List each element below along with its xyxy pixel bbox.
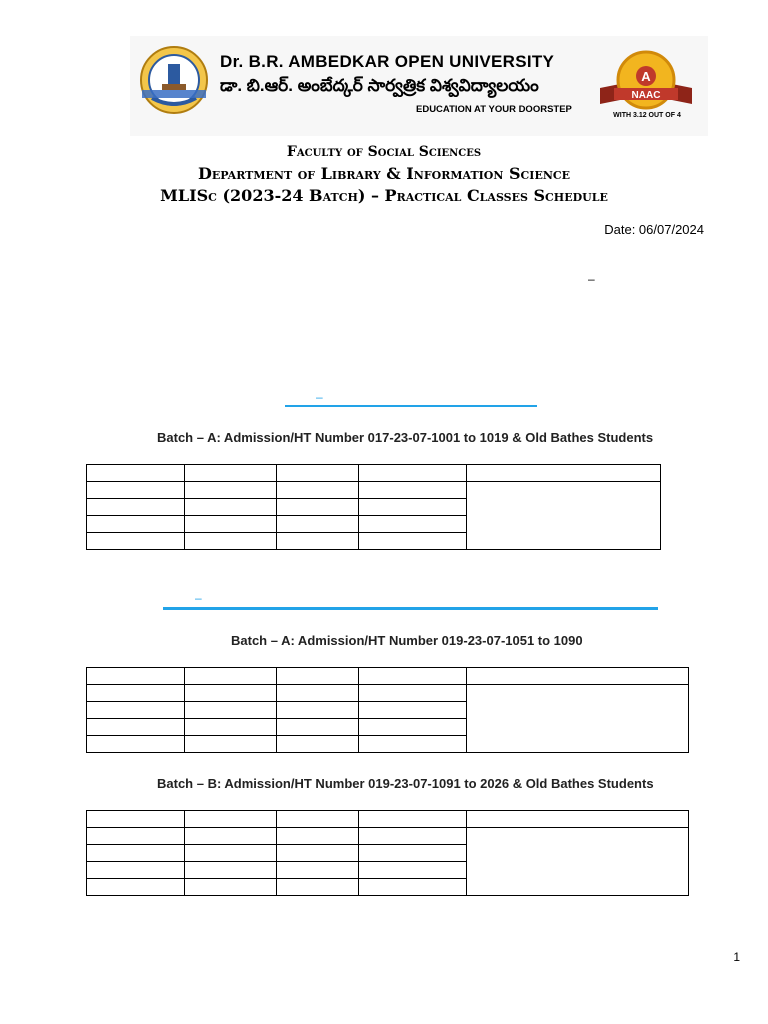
table-row <box>87 465 661 482</box>
dash-mark: – <box>588 272 595 286</box>
university-name: Dr. B.R. AMBEDKAR OPEN UNIVERSITY <box>220 52 555 71</box>
faculty-title: Faculty of Social Sciences <box>286 144 482 160</box>
section-rule <box>163 607 658 610</box>
date-line: Date: 06/07/2024 <box>604 222 704 237</box>
table-row <box>87 482 661 499</box>
page-number: 1 <box>733 950 740 964</box>
department-title: Department of Library & Information Science <box>197 164 571 183</box>
table-row <box>87 685 689 702</box>
section-rule <box>285 405 537 407</box>
schedule-table <box>86 667 689 753</box>
naac-label: NAAC <box>631 90 661 101</box>
batch-heading: Batch – A: Admission/HT Number 019-23-07-1051 to 1090 <box>231 633 583 648</box>
dash-mark: – <box>316 390 323 404</box>
table-row <box>87 811 689 828</box>
schedule-table <box>86 810 689 896</box>
naac-caption: WITH 3.12 OUT OF 4 <box>613 112 681 119</box>
naac-grade: A <box>641 69 651 84</box>
schedule-title: MLISc (2023-24 Batch) – Practical Classes Schedule <box>160 186 608 205</box>
university-name-telugu: డా. బి.ఆర్. అంబేద్కర్ సార్వత్రిక విశ్వవిద్యాలయం <box>220 76 539 95</box>
dash-mark: – <box>195 591 202 605</box>
table-row <box>87 828 689 845</box>
table-row <box>87 668 689 685</box>
batch-heading: Batch – A: Admission/HT Number 017-23-07-1001 to 1019 & Old Bathes Students <box>157 430 654 445</box>
university-tagline: EDUCATION AT YOUR DOORSTEP <box>416 104 572 115</box>
university-logo <box>138 44 210 116</box>
schedule-table <box>86 464 661 550</box>
batch-heading: Batch – B: Admission/HT Number 019-23-07-1091 to 2026 & Old Bathes Students <box>157 776 654 791</box>
